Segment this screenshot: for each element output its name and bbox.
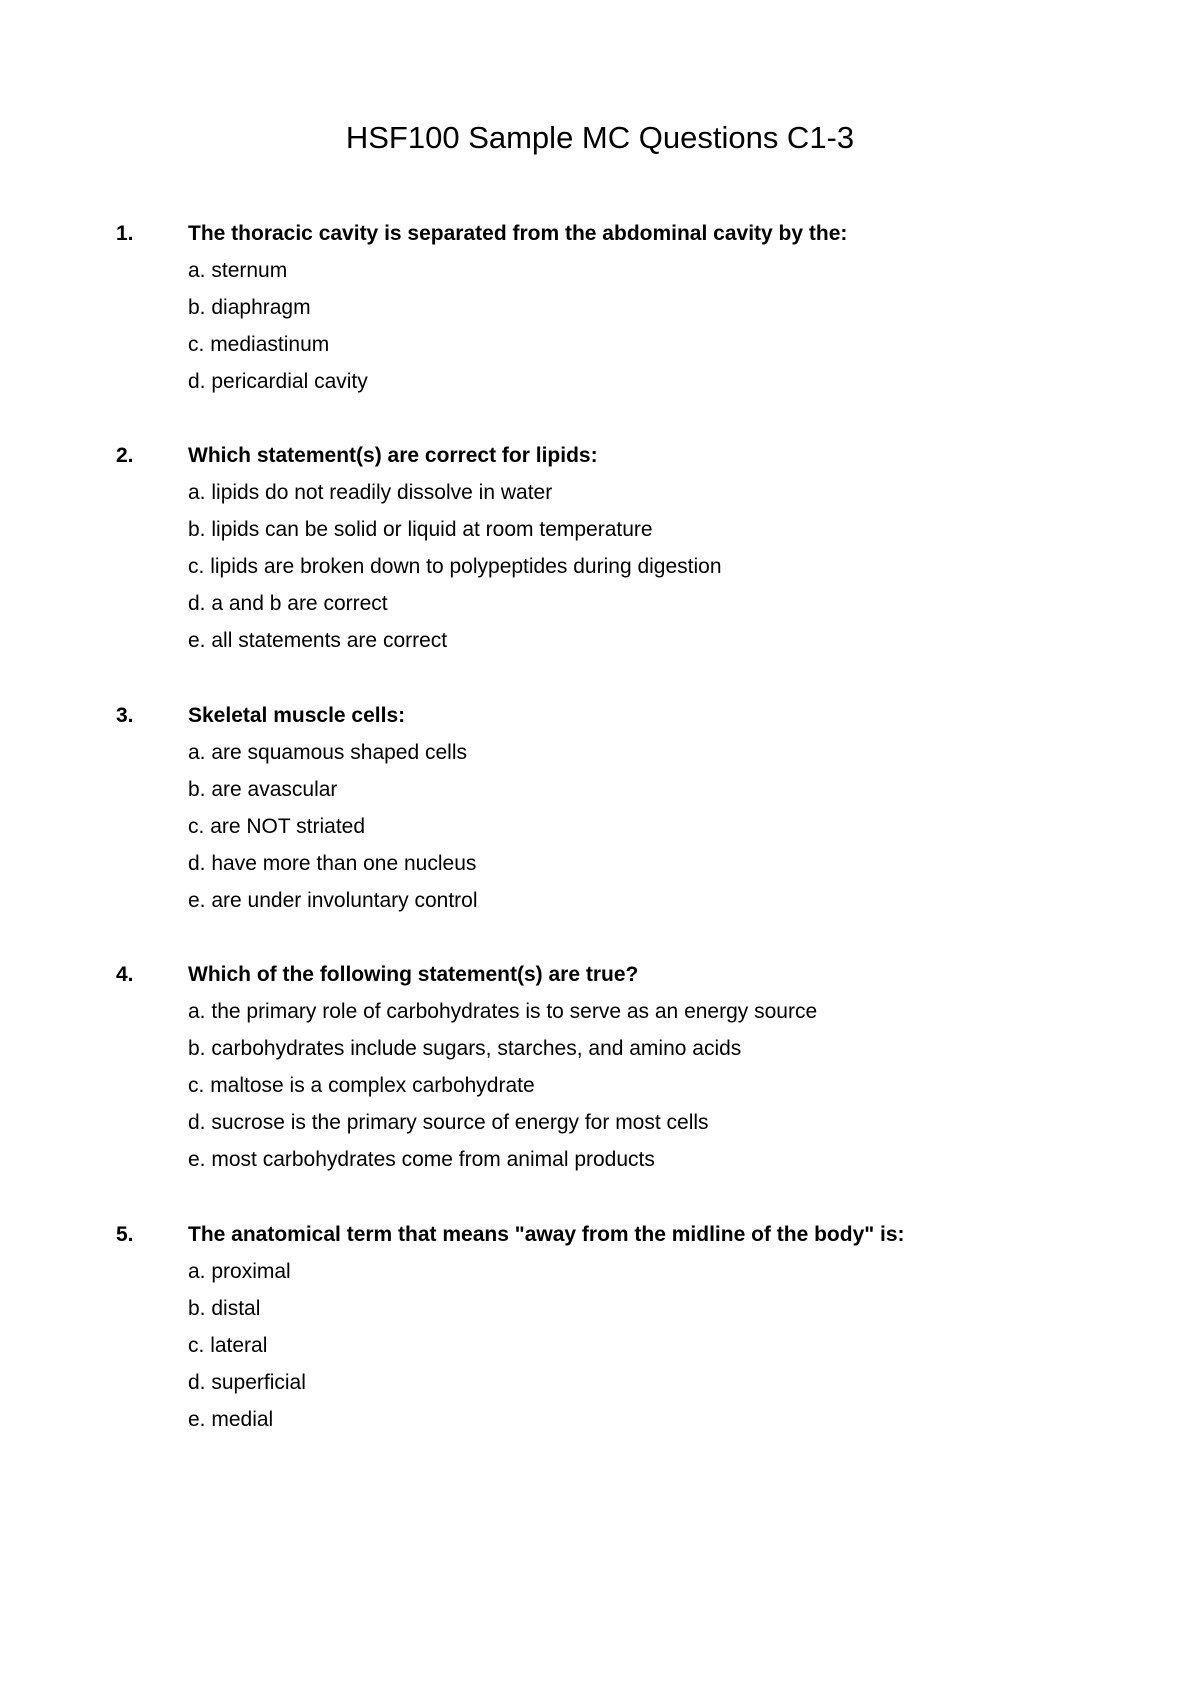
option-text: mediastinum <box>210 333 330 356</box>
option-letter: a. <box>188 1000 206 1023</box>
option-c <box>188 554 722 580</box>
question-stem: The thoracic cavity is separated from the abdominal cavity by the: <box>188 222 848 245</box>
option-letter: e. <box>188 889 206 912</box>
option-letter: c. <box>188 1334 205 1357</box>
option-d <box>188 851 476 877</box>
option-letter: d. <box>188 852 206 875</box>
option-letter: d. <box>188 1111 206 1134</box>
option-b <box>188 517 653 543</box>
option-letter: b. <box>188 1297 206 1320</box>
option-text: the primary role of carbohydrates is to serve as an energy source <box>211 1000 818 1023</box>
option-text: are under involuntary control <box>211 889 478 912</box>
option-letter: d. <box>188 592 206 615</box>
option-text: are squamous shaped cells <box>211 741 468 764</box>
option-e <box>188 628 447 654</box>
document-title: HSF100 Sample MC Questions C1-3 <box>345 120 855 155</box>
option-text: are NOT striated <box>210 815 366 838</box>
question-stem: The anatomical term that means "away from the midline of the body" is: <box>188 1223 905 1246</box>
option-text: pericardial cavity <box>211 370 368 393</box>
option-letter: e. <box>188 1408 206 1431</box>
option-c <box>188 1333 267 1359</box>
option-text: sternum <box>211 259 288 282</box>
option-text: lateral <box>210 1334 268 1357</box>
option-letter: c. <box>188 555 205 578</box>
option-a <box>188 480 552 506</box>
option-c <box>188 332 329 358</box>
option-text: lipids can be solid or liquid at room temperature <box>211 518 653 541</box>
option-a <box>188 740 467 766</box>
option-d <box>188 591 388 617</box>
question-number: 4. <box>116 963 134 986</box>
option-a <box>188 1259 291 1285</box>
option-letter: e. <box>188 1148 206 1171</box>
option-letter: b. <box>188 1037 206 1060</box>
option-letter: a. <box>188 1260 206 1283</box>
option-c <box>188 1073 535 1099</box>
option-text: lipids do not readily dissolve in water <box>211 481 553 504</box>
option-letter: d. <box>188 370 206 393</box>
option-letter: b. <box>188 518 206 541</box>
option-c <box>188 814 365 840</box>
option-text: carbohydrates include sugars, starches, and amino acids <box>211 1037 742 1060</box>
option-letter: c. <box>188 333 205 356</box>
option-letter: a. <box>188 741 206 764</box>
question-number: 2. <box>116 444 134 467</box>
question-stem: Which statement(s) are correct for lipids: <box>188 444 598 467</box>
option-d <box>188 369 368 395</box>
option-a <box>188 999 817 1025</box>
option-letter: a. <box>188 481 206 504</box>
question-number: 3. <box>116 704 134 727</box>
option-b <box>188 1296 260 1322</box>
option-text: have more than one nucleus <box>211 852 477 875</box>
option-letter: b. <box>188 778 206 801</box>
option-a <box>188 258 287 284</box>
option-text: sucrose is the primary source of energy for most cells <box>211 1111 709 1134</box>
option-d <box>188 1110 709 1136</box>
option-letter: e. <box>188 629 206 652</box>
option-b <box>188 295 311 321</box>
question-number: 1. <box>116 222 134 245</box>
option-d <box>188 1370 306 1396</box>
option-letter: c. <box>188 1074 205 1097</box>
option-letter: c. <box>188 815 205 838</box>
option-text: distal <box>211 1297 261 1320</box>
option-text: lipids are broken down to polypeptides during digestion <box>210 555 722 578</box>
option-text: medial <box>211 1408 274 1431</box>
option-text: most carbohydrates come from animal products <box>211 1148 655 1171</box>
option-text: are avascular <box>211 778 338 801</box>
option-letter: b. <box>188 296 206 319</box>
option-b <box>188 777 337 803</box>
question-number: 5. <box>116 1223 134 1246</box>
question-stem: Skeletal muscle cells: <box>188 704 406 727</box>
option-text: diaphragm <box>211 296 311 319</box>
option-text: maltose is a complex carbohydrate <box>210 1074 535 1097</box>
option-text: all statements are correct <box>211 629 448 652</box>
option-text: proximal <box>211 1260 291 1283</box>
question-stem: Which of the following statement(s) are true? <box>188 963 639 986</box>
option-text: a and b are correct <box>211 592 388 615</box>
option-letter: d. <box>188 1371 206 1394</box>
option-e <box>188 888 478 914</box>
option-e <box>188 1147 655 1173</box>
option-text: superficial <box>211 1371 306 1394</box>
option-letter: a. <box>188 259 206 282</box>
option-e <box>188 1407 273 1433</box>
option-b <box>188 1036 741 1062</box>
